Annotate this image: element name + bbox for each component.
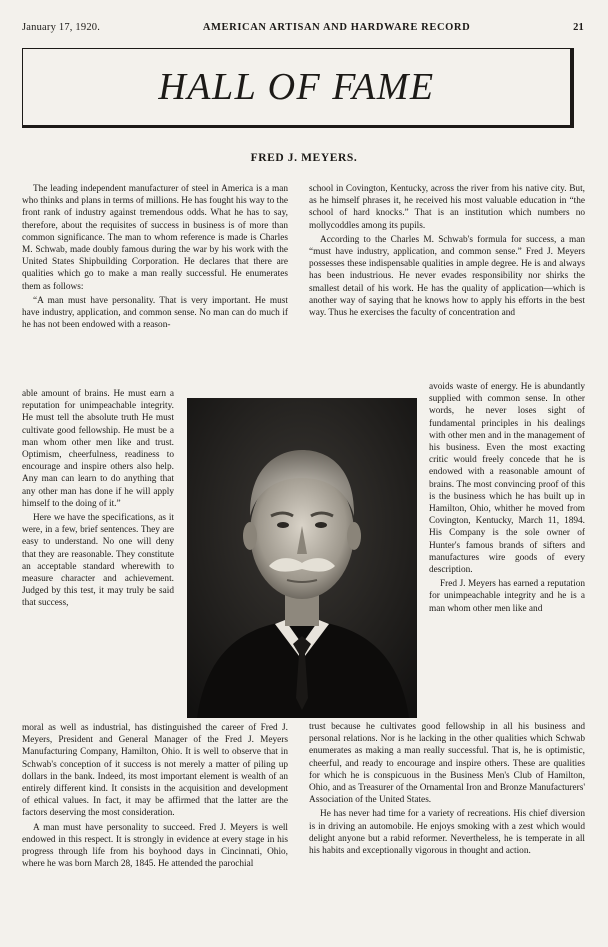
right-column-wrap	[429, 381, 585, 617]
page-title: HALL OF FAME	[158, 66, 435, 108]
title-box	[22, 48, 574, 128]
paragraph: able amount of brains. He must earn a reputation for unimpeachable integrity. He must tell the absolute truth He must cultivate good fellowship. He must be a man whom other men like and trust. Optimism, cheerfulness, readiness to encourage and inspire others also help. Any man can learn to do anything that any other man has done if he will apply himself to the doing of it.”	[22, 389, 174, 509]
paragraph: According to the Charles M. Schwab's formula for success, a man “must have industry, application, and common sense.” Fred J. Meyers possesses these indispensable qualities in ample degree. He is and always has been industrious. He never evades responsibility nor shirks the smallest detail of his work. He has the quality of application—which is another way of saying that he knows how to apply his efforts in the best way. Thus he exercises the faculty of concentration and	[309, 234, 585, 319]
left-column-wrap	[22, 388, 174, 612]
portrait-illustration	[187, 398, 417, 718]
paragraph: Fred J. Meyers has earned a reputation for unimpeachable integrity and he is a man whom other men like and	[429, 579, 585, 614]
paragraph: A man must have personality to succeed. Fred J. Meyers is well endowed in this respect. It is strongly in evidence at every stage in his progress through life from his boyhood days in Cincinnati, Ohio, where he was born March 28, 1845. He attended the parochial	[22, 822, 288, 870]
issue-date: January 17, 1920.	[22, 22, 101, 33]
page-number: 21	[573, 22, 584, 33]
portrait-photo	[187, 398, 417, 718]
paragraph: He has never had time for a variety of recreations. His chief diversion is in driving an automobile. He enjoys smoking with a zest which would delight anyone but a rabid reformer. Nevertheless, he is temperate in all his habits and exceptionally vigorous in thought and action.	[309, 809, 585, 857]
paragraph: The leading independent manufacturer of steel in America is a man who thinks and plans in terms of millions. He has fought his way to the front rank of industry against tremendous odds. What he has to say, therefore, about the requisites of success in business is of more than common significance. The man to whom reference is made is Charles M. Schwab, made doubly famous during the war by his work with the United States Shipbuilding Corporation. He declares that there are qualities which go to make a man really successful. He enumerates them as follows:	[22, 184, 288, 292]
right-column-bottom	[309, 721, 585, 859]
journal-name: AMERICAN ARTISAN AND HARDWARE RECORD	[202, 22, 471, 33]
paragraph: moral as well as industrial, has distinguished the career of Fred J. Meyers, President and General Manager of the Fred J. Meyers Manufacturing Company, Hamilton, Ohio. It is well to observe that in Schwab's conception of it success is not merely a matter of piling up dollars in the bank. Indeed, its most important element is wealth of an entirely different kind. It consists in the acquisition and development of ethical values. In fact, it may be affirmed that the latter are the factors deserving the most consideration.	[22, 723, 288, 819]
paragraph: trust because he cultivates good fellowship in all his business and personal relations. Nor is he lacking in the other qualities which Schwab enumerates as making a man really successful. That is, he is optimistic, cheerful, and ready to encourage and inspire others. These are qualities for which he is conspicuous in the Business Men's Club of Hamilton, Ohio, and as Treasurer of the Ornamental Iron and Bronze Manufacturers' Association of the United States.	[309, 722, 585, 806]
right-column-top	[309, 183, 585, 321]
paragraph: “A man must have personality. That is very important. He must have industry, application, and common sense. No man can do much if he has not been endowed with a reason-	[22, 295, 288, 331]
running-head	[22, 22, 584, 33]
article-heading: FRED J. MEYERS.	[250, 152, 358, 164]
left-column-top	[22, 183, 288, 333]
paragraph: school in Covington, Kentucky, across the river from his native city. But, as he himself phrases it, he received his most valuable education in “the school of hard knocks.” That is an institution which numbers no mollycoddles among its pupils.	[309, 184, 585, 231]
paragraph: Here we have the specifications, as it were, in a few, brief sentences. They are easy to understand. No one will deny that they are reasonable. They constitute an acceptable standard wherewith to measure character and achievement. Judged by this test, it may truly be said that success,	[22, 513, 174, 609]
paragraph: avoids waste of energy. He is abundantly supplied with common sense. In other words, he never loses sight of fundamental principles in his dealings with other men and in the management of his business. Even the most exacting critic would freely concede that he is endowed with a reasonable amount of brains. The most convincing proof of this is the business which he has built up in Hamilton, Ohio, whither he moved from Covington, Kentucky, March 11, 1894. His Company is the sole owner of Hunter's famous brands of sifters and manufactures wire goods of every description.	[429, 382, 585, 576]
left-column-bottom	[22, 722, 288, 872]
